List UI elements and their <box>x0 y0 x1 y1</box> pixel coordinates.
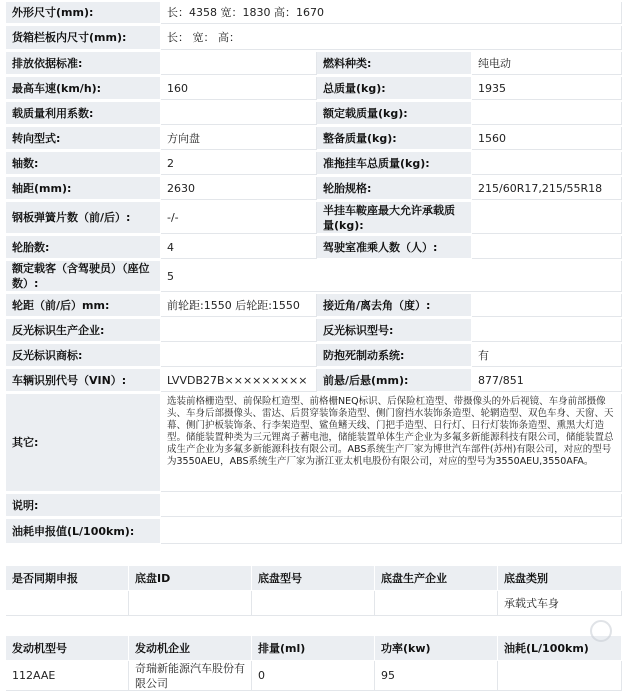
rated-load-value <box>472 102 622 125</box>
spec-row-steering-curb <box>6 127 622 150</box>
fuel-value: 纯电动 <box>472 52 622 75</box>
spec-row-note <box>6 494 622 517</box>
reflector-model-value <box>472 319 622 342</box>
chassis-cell-model <box>252 591 375 616</box>
total-mass-label: 总质量(kg): <box>317 77 472 100</box>
consumption-value <box>161 519 622 544</box>
vin-label: 车辆识别代号（VIN）: <box>6 369 161 392</box>
engine-header-model: 发动机型号 <box>6 636 129 661</box>
dimensions-value: 长：4358 宽：1830 高：1670 <box>161 2 622 24</box>
curb-mass-label: 整备质量(kg): <box>317 127 472 150</box>
reflector-brand-label: 反光标识商标: <box>6 344 161 367</box>
cab-seats-value <box>472 236 622 259</box>
abs-value: 有 <box>472 344 622 367</box>
emission-label: 排放依据标准: <box>6 52 161 75</box>
chassis-header-maker: 底盘生产企业 <box>375 566 498 591</box>
seats-value: 5 <box>161 261 622 292</box>
load-utilization-label: 载质量利用系数: <box>6 102 161 125</box>
cab-seats-label: 驾驶室准乘人数（人）: <box>317 236 472 259</box>
spec-row-axles-trailer <box>6 152 622 175</box>
reflector-model-label: 反光标识型号: <box>317 319 472 342</box>
chassis-cell-id <box>129 591 252 616</box>
approach-departure-label: 接近角/离去角（度）: <box>317 294 472 317</box>
other-label: 其它: <box>6 394 161 492</box>
spec-row-cargo <box>6 26 622 50</box>
engine-header-power: 功率(kw) <box>375 636 498 661</box>
load-utilization-value <box>161 102 317 125</box>
spec-row-tires-cab <box>6 236 622 259</box>
spec-row-other <box>6 394 622 492</box>
fuel-label: 燃料种类: <box>317 52 472 75</box>
spec-row-leaf-saddle <box>6 202 622 234</box>
engine-cell-model: 112AAE <box>6 661 129 691</box>
spec-row-speed-mass <box>6 77 622 100</box>
engine-header-maker: 发动机企业 <box>129 636 252 661</box>
consumption-label: 油耗申报值(L/100km): <box>6 519 161 544</box>
saddle-load-value <box>472 202 622 234</box>
spec-row-wheelbase-tire <box>6 177 622 200</box>
overhang-value: 877/851 <box>472 369 622 392</box>
note-label: 说明: <box>6 494 161 517</box>
vin-value: LVVDB27B××××××××× <box>161 369 317 392</box>
cargo-dimensions-value: 长： 宽： 高： <box>161 26 622 50</box>
rated-load-label: 额定载质量(kg): <box>317 102 472 125</box>
reflector-maker-label: 反光标识生产企业: <box>6 319 161 342</box>
curb-mass-value: 1560 <box>472 127 622 150</box>
track-label: 轮距（前/后）mm: <box>6 294 161 317</box>
axles-value: 2 <box>161 152 317 175</box>
dimensions-label: 外形尺寸(mm): <box>6 2 161 24</box>
other-value: 选装前格栅造型、前保险杠造型、前格栅NEQ标识、后保险杠造型、带摄像头的外后视镜、车身前部摄像头、车身后部摄像头、雷达、后贯穿装饰条造型、侧门窗挡水装饰条造型、轮辋造型、双色车身、天窗、天幕、侧门护板装饰条、行李架造型、鲨鱼鳍天线、门把手造型、日行灯、日行灯装饰条造型、熏黑大灯造型。储能装置种类为三元锂离子蓄电池，储能装置单体生产企业为多氟多新能源科技有限公司，储能装置总成生产企业为多氟多新能源科技有限公司。ABS系统生产厂家为博世汽车部件(苏州)有限公司，对应的型号为3550AEU，ABS系统生产厂家为浙江亚太机电股份有限公司，对应的型号为3550AEU,3550AFA。 <box>161 394 622 492</box>
leaf-spring-label: 钢板弹簧片数（前/后）: <box>6 202 161 234</box>
chassis-header-id: 底盘ID <box>129 566 252 591</box>
axles-label: 轴数: <box>6 152 161 175</box>
seats-label: 额定载客（含驾驶员）（座位数）: <box>6 261 161 292</box>
leaf-spring-value: -/- <box>161 202 317 234</box>
steering-label: 转向型式: <box>6 127 161 150</box>
spec-row-track-angles <box>6 294 622 317</box>
engine-cell-maker: 奇瑞新能源汽车股份有限公司 <box>129 661 252 691</box>
max-speed-value: 160 <box>161 77 317 100</box>
spec-row-seats <box>6 261 622 292</box>
spec-row-reflector-abs <box>6 344 622 367</box>
chassis-cell-category: 承载式车身 <box>498 591 622 616</box>
spec-row-emission-fuel <box>6 52 622 75</box>
cargo-dimensions-label: 货箱栏板内尺寸(mm): <box>6 26 161 50</box>
steering-value: 方向盘 <box>161 127 317 150</box>
wheelbase-label: 轴距(mm): <box>6 177 161 200</box>
trailer-mass-value <box>472 152 622 175</box>
track-value: 前轮距:1550 后轮距:1550 <box>161 294 317 317</box>
saddle-load-label: 半挂车鞍座最大允许承载质量(kg): <box>317 202 472 234</box>
engine-cell-displacement: 0 <box>252 661 375 691</box>
reflector-maker-value <box>161 319 317 342</box>
total-mass-value: 1935 <box>472 77 622 100</box>
engine-cell-consumption <box>498 661 622 691</box>
note-value <box>161 494 622 517</box>
spec-row-consumption <box>6 519 622 544</box>
wheelbase-value: 2630 <box>161 177 317 200</box>
chassis-header-category: 底盘类别 <box>498 566 622 591</box>
chassis-table-row <box>6 591 622 616</box>
engine-table-header <box>6 636 622 661</box>
max-speed-label: 最高车速(km/h): <box>6 77 161 100</box>
engine-header-displacement: 排量(ml) <box>252 636 375 661</box>
engine-cell-power: 95 <box>375 661 498 691</box>
emission-value <box>161 52 317 75</box>
chassis-cell-maker <box>375 591 498 616</box>
chassis-header-model: 底盘型号 <box>252 566 375 591</box>
tire-spec-label: 轮胎规格: <box>317 177 472 200</box>
spec-row-dimensions <box>6 2 622 24</box>
reflector-brand-value <box>161 344 317 367</box>
chassis-header-sync: 是否同期申报 <box>6 566 129 591</box>
abs-label: 防抱死制动系统: <box>317 344 472 367</box>
trailer-mass-label: 准拖挂车总质量(kg): <box>317 152 472 175</box>
spec-row-vin-overhang <box>6 369 622 392</box>
chassis-cell-sync <box>6 591 129 616</box>
tire-count-label: 轮胎数: <box>6 236 161 259</box>
chassis-table-header <box>6 566 622 591</box>
spec-row-reflector-maker <box>6 319 622 342</box>
tire-spec-value: 215/60R17,215/55R18 <box>472 177 622 200</box>
engine-table-row <box>6 661 622 691</box>
tire-count-value: 4 <box>161 236 317 259</box>
engine-header-consumption: 油耗(L/100km) <box>498 636 622 661</box>
spec-row-load <box>6 102 622 125</box>
approach-departure-value <box>472 294 622 317</box>
overhang-label: 前悬/后悬(mm): <box>317 369 472 392</box>
